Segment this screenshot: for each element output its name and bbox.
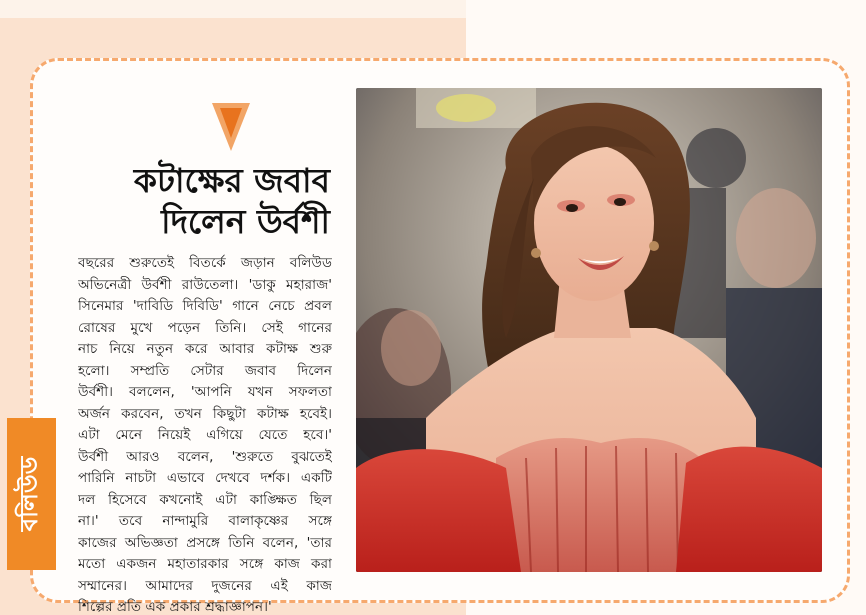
- body-line: বছরের শুরুতেই বিতর্কে জড়ান বলিউড: [78, 255, 332, 271]
- body-line: সম্মানের। আমাদের দুজনের এই কাজ: [78, 577, 332, 594]
- body-line: উর্বশী। বললেন, 'আপনি যখন সফলতা: [78, 384, 332, 400]
- section-tab-label: বলিউড: [15, 456, 43, 532]
- body-line: রোষের মুখে পড়েন তিনি। সেই গানের: [78, 319, 332, 336]
- body-line: অভিনেত্রী উর্বশী রাউতেলা। 'ডাকু মহারাজ': [78, 276, 332, 293]
- down-triangle-inner-icon: [220, 108, 242, 138]
- body-line: নাচ নিয়ে নতুন করে আবার কটাক্ষ শুরু: [78, 341, 332, 357]
- photo-illustration: [356, 88, 822, 572]
- body-line: না।' তবে নান্দামুরি বালাকৃষ্ণের সঙ্গে: [78, 513, 332, 529]
- body-line: সিনেমার 'দাবিডি দিবিডি' গানে নেচে প্রবল: [78, 298, 332, 314]
- body-line: পারিনি নাচটা এভাবে দেখবে দর্শক। একটি: [78, 470, 332, 486]
- article-body: [78, 253, 332, 615]
- headline-line-2: দিলেন উর্বশী: [161, 202, 330, 241]
- article-photo: [356, 88, 822, 572]
- body-line: হলো। সম্প্রতি সেটার জবাব দিলেন: [78, 362, 332, 379]
- body-line: কাজের অভিজ্ঞতা প্রসঙ্গে তিনি বলেন, 'তার: [78, 534, 332, 551]
- headline-line-1: কটাক্ষের জবাব: [133, 161, 330, 200]
- body-line: মতো একজন মহাতারকার সঙ্গে কাজ করা: [78, 556, 332, 572]
- body-line: অর্জন করবেন, তখন কিছুটা কটাক্ষ হবেই।: [78, 405, 332, 422]
- article-headline: [60, 160, 330, 242]
- body-line: এটা মেনে নিয়েই এগিয়ে যেতে হবে।': [78, 427, 332, 443]
- body-line: শিল্পের প্রতি এক প্রকার শ্রদ্ধাজ্ঞাপন।': [78, 599, 272, 615]
- body-line: দল হিসেবে কখনোই এটা কাঙ্ক্ষিত ছিল: [78, 491, 332, 508]
- body-line: উর্বশী আরও বলেন, 'শুরুতে বুঝতেই: [78, 448, 332, 465]
